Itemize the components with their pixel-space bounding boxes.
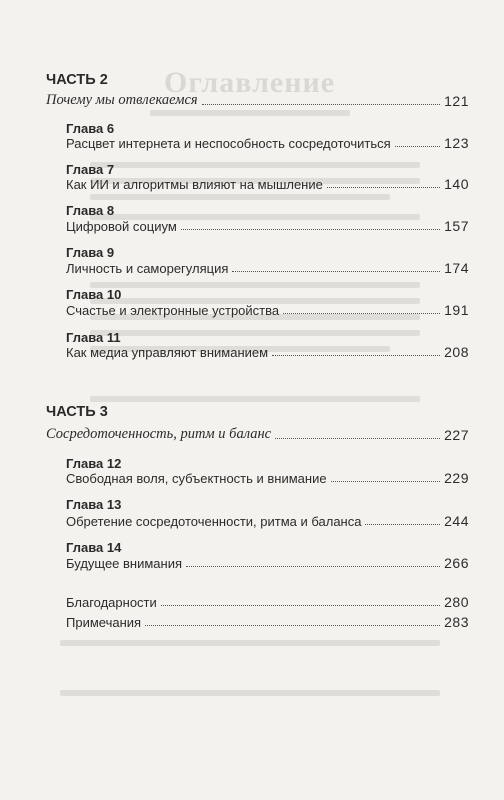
toc-entry — [66, 218, 469, 234]
page-number: 121 — [444, 93, 469, 109]
chapter-title: Как ИИ и алгоритмы влияют на мышление — [66, 177, 323, 192]
toc-entry — [66, 135, 469, 151]
leader-dots — [202, 103, 440, 105]
chapter-label: Глава 11 — [66, 330, 121, 345]
chapter-title: Счастье и электронные устройства — [66, 303, 280, 318]
chapter-title: Расцвет интернета и неспособность сосредоточиться — [66, 136, 391, 151]
back-matter-title: Примечания — [66, 615, 142, 630]
page-number: 244 — [444, 513, 469, 529]
leader-dots — [395, 145, 441, 147]
page-number: 283 — [444, 614, 469, 630]
chapter-label: Глава 13 — [66, 497, 122, 512]
chapter-title: Будущее внимания — [66, 556, 183, 571]
toc-entry-acknowledgements — [66, 594, 469, 610]
page-number: 174 — [444, 260, 469, 276]
chapter-title: Обретение сосредоточенности, ритма и баланса — [66, 514, 362, 529]
page-number: 266 — [444, 555, 469, 571]
chapter-label: Глава 7 — [66, 162, 115, 177]
toc-entry — [66, 470, 469, 486]
page-number: 140 — [444, 176, 469, 192]
leader-dots — [331, 480, 441, 482]
chapter-title: Свободная воля, субъектность и внимание — [66, 471, 327, 486]
back-matter-title: Благодарности — [66, 595, 157, 610]
toc-entry — [66, 176, 469, 192]
page-number: 280 — [444, 594, 469, 610]
chapter-label: Глава 12 — [66, 456, 122, 471]
page-number: 227 — [444, 427, 469, 443]
leader-dots — [272, 354, 440, 356]
toc-entry — [66, 344, 469, 360]
page-number: 157 — [444, 218, 469, 234]
part-3-title: Сосредоточенность, ритм и баланс — [46, 426, 272, 442]
leader-dots — [161, 604, 440, 606]
chapter-title: Личность и саморегуляция — [66, 261, 229, 276]
leader-dots — [186, 565, 440, 567]
leader-dots — [145, 624, 440, 626]
page-number: 123 — [444, 135, 469, 151]
leader-dots — [365, 523, 440, 525]
part-3-entry — [46, 426, 469, 443]
part-2-title: Почему мы отвлекаемся — [46, 92, 198, 108]
page-number: 191 — [444, 302, 469, 318]
ghost-title: Оглавление — [164, 66, 336, 99]
toc-entry — [66, 260, 469, 276]
chapter-title: Цифровой социум — [66, 219, 177, 234]
chapter-label: Глава 14 — [66, 540, 122, 555]
toc-entry — [66, 302, 469, 318]
chapter-title: Как медиа управляют вниманием — [66, 345, 269, 360]
leader-dots — [232, 270, 440, 272]
toc-entry — [66, 513, 469, 529]
chapter-label: Глава 6 — [66, 121, 115, 136]
page-number: 229 — [444, 470, 469, 486]
part-3-heading: ЧАСТЬ 3 — [46, 404, 108, 420]
leader-dots — [283, 312, 440, 314]
toc-entry-notes — [66, 614, 469, 630]
part-2-heading: ЧАСТЬ 2 — [46, 72, 108, 88]
part-2-entry — [46, 92, 469, 109]
leader-dots — [327, 186, 440, 188]
leader-dots — [181, 228, 440, 230]
chapter-label: Глава 8 — [66, 203, 115, 218]
page-number: 208 — [444, 344, 469, 360]
chapter-label: Глава 9 — [66, 245, 115, 260]
chapter-label: Глава 10 — [66, 287, 122, 302]
leader-dots — [275, 437, 440, 439]
toc-entry — [66, 555, 469, 571]
